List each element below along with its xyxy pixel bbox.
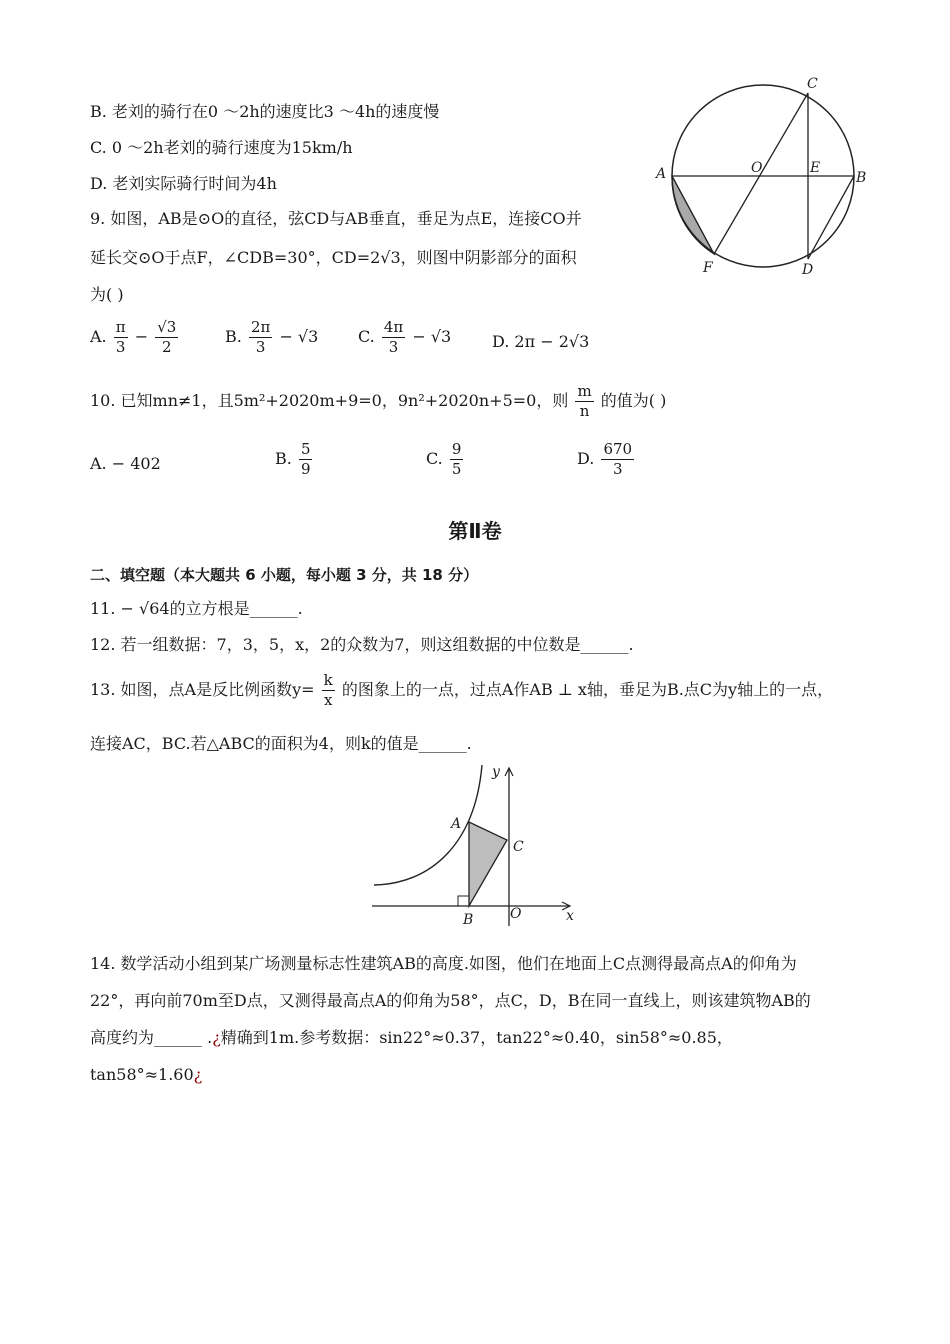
q14-stem-line2: 22°，再向前70m至D点，又测得最高点A的仰角为58°，点C，D，B在同一直线上，则该建筑物AB的 (90, 991, 811, 1010)
q14-stem-line4: tan58°≈1.60¿ (90, 1065, 203, 1084)
label-f: F (703, 260, 713, 276)
segment-db (808, 176, 854, 259)
q9-option-b: B. $\frac{2\pi}{3}$ − √3 (225, 318, 319, 356)
label-c: C (807, 76, 818, 92)
label-b: B (856, 170, 867, 186)
triangle-abc (469, 822, 507, 906)
label-o: O (510, 906, 522, 922)
label-o: O (751, 160, 763, 176)
label-e: E (810, 160, 821, 176)
label-y: y (492, 764, 500, 780)
q9-circle-figure (650, 68, 880, 283)
q8-option-c: C. 0 ～2h老刘的骑行速度为15km/h (90, 138, 353, 157)
label-x: x (566, 908, 574, 924)
q9-option-d: D. 2π − 2√3 (492, 332, 590, 351)
q13-graph-figure (370, 760, 590, 930)
q10-option-c: C. $\frac{9}{5}$ (426, 440, 462, 478)
q8-option-b: B. 老刘的骑行在0 ～2h的速度比3 ～4h的速度慢 (90, 102, 440, 121)
section-title: 第Ⅱ卷 (448, 519, 502, 543)
q10-option-a: A. − 402 (90, 454, 161, 473)
q13-stem-line2: 连接AC，BC.若△ABC的面积为4，则k的值是______. (90, 734, 472, 753)
right-angle-mark (458, 896, 469, 906)
q10-stem: 10. 已知mn≠1，且5m²+2020m+9=0，9n²+2020n+5=0，则 $\frac{m}{n}$ 的值为( ) (90, 382, 667, 420)
q13-stem-line1: 13. 如图，点A是反比例函数y= $\frac{k}{x}$ 的图象上的一点，过点A作AB ⊥ x轴，垂足为B.点C为y轴上的一点， (90, 671, 834, 709)
q9-stem-line2: 延长交⊙O于点F，∠CDB=30°，CD=2√3，则图中阴影部分的面积 (90, 248, 577, 267)
q11-stem: 11. − √64的立方根是______. (90, 599, 303, 618)
q14-stem-line3: 高度约为______ .¿精确到1m.参考数据：sin22°≈0.37，tan22°≈0.40，sin58°≈0.85， (90, 1028, 733, 1047)
q8-option-d: D. 老刘实际骑行时间为4h (90, 174, 277, 193)
label-c: C (513, 839, 524, 855)
segment-af (672, 176, 714, 254)
hyperbola-curve (374, 765, 482, 885)
q10-option-d: D. $\frac{670}{3}$ (577, 440, 633, 478)
q12-stem: 12. 若一组数据：7，3，5，x，2的众数为7，则这组数据的中位数是______. (90, 635, 634, 654)
label-a: A (451, 816, 462, 832)
q9-option-c: C. $\frac{4\pi}{3}$ − √3 (358, 318, 452, 356)
q10-option-b: B. $\frac{5}{9}$ (275, 440, 311, 478)
label-d: D (802, 262, 814, 278)
q14-stem-line1: 14. 数学活动小组到某广场测量标志性建筑AB的高度.如图，他们在地面上C点测得最高点A的仰角为 (90, 954, 797, 973)
q9-option-a: A. $\frac{\pi}{3}$ − $\frac{√3}{2}$ (90, 318, 177, 356)
section-heading: 二、填空题（本大题共 6 小题，每小题 3 分，共 18 分） (90, 566, 479, 584)
label-a: A (656, 166, 667, 182)
q9-stem-line1: 9. 如图，AB是⊙O的直径，弦CD与AB垂直，垂足为点E，连接CO并 (90, 209, 582, 228)
label-b: B (463, 912, 474, 928)
q9-stem-line3: 为( ) (90, 285, 124, 304)
